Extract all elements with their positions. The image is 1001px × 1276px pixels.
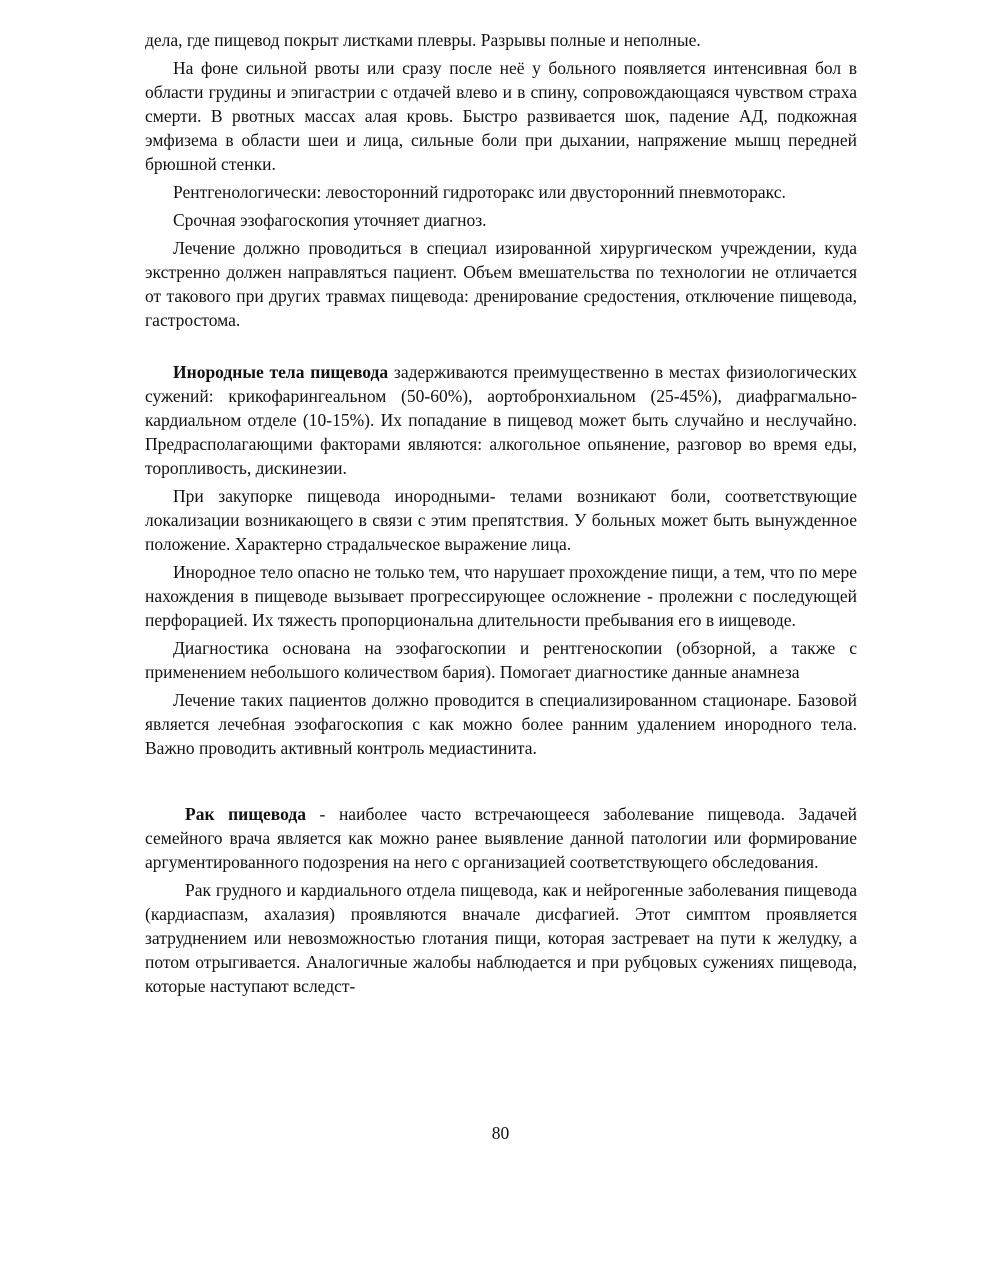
heading-esophageal-cancer: Рак пищевода <box>185 804 306 824</box>
paragraph-foreign-bodies-symptoms: При закупорке пищевода инородными- телами возникают боли, соответствующие локализации возникающего в связи с этим препятствия. У больных может быть вынужденное положение. Характерно страдальческое выражение лица. <box>145 486 857 554</box>
paragraph-cancer-dysphagia: Рак грудного и кардиального отдела пищевода, как и нейрогенные заболевания пищевода (кардиаспазм, ахалазия) проявляются вначале дисфагией. Этот симптом проявляется затруднением или невозможностью глотания пищи, которая застревает на пути к желудку, а потом отрыгивается. Аналогичные жалобы наблюдается и при рубцовых сужениях пищевода, которые наступают вследст- <box>145 880 857 996</box>
paragraph-esophagus-rupture-intro: дела, где пищевод покрыт листками плевры. Разрывы полные и неполные. <box>145 30 701 50</box>
paragraph-rupture-symptoms: На фоне сильной рвоты или сразу после неё у больного появляется интенсивная бол в области грудины и эпигастрии с отдачей влево и в спину, сопровождающаяся чувством страха смерти. В рвотных массах алая кровь. Быстро развивается шок, падение АД, подкожная эмфизема в области шеи и лица, сильные боли при дыхании, напряжение мышц передней брюшной стенки. <box>145 58 857 174</box>
paragraph-esophageal-cancer <box>145 802 857 874</box>
section-gap <box>145 336 857 360</box>
paragraph-foreign-bodies <box>145 360 857 480</box>
paragraph-radiology: Рентгенологически: левосторонний гидроторакс или двусторонний пневмоторакс. <box>173 182 786 202</box>
esophageal-cancer-text: - наиболее часто встречающееся заболевание пищевода. Задачей семейного врача является как можно ранее выявление данной патологии или формирование аргументированного подозрения на него с организацией соответствующего обследования. <box>145 804 857 872</box>
paragraph-foreign-bodies-treatment: Лечение таких пациентов должно проводится в специализированном стационаре. Базовой является лечебная эзофагоскопия с как можно более ранним удалением инородного тела. Важно проводить активный контроль медиастинита. <box>145 690 857 758</box>
paragraph-foreign-bodies-diagnosis: Диагностика основана на эзофагоскопии и рентгеноскопии (обзорной, а также с применением небольшого количеством бария). Помогает диагностике данные анамнеза <box>145 638 857 682</box>
page-number: 80 <box>491 1123 510 1143</box>
foreign-bodies-text: задерживаются преимущественно в местах физиологических сужений: крикофарингеальном (50-60%), аортобронхиальном (25-45%), диафрагмально-кардиальном отделе (10-15%). Их попадание в пищевод может быть случайно и неслучайно. Предрасполагающими факторами являются: алкогольное опьянение, разговор во время еды, торопливость, дискинезии. <box>145 362 858 478</box>
heading-foreign-bodies: Инородные тела пищевода <box>173 362 389 382</box>
paragraph-esophagoscopy: Срочная эзофагоскопия уточняет диагноз. <box>173 210 487 230</box>
paragraph-foreign-bodies-danger: Инородное тело опасно не только тем, что нарушает прохождение пищи, а тем, что по мере нахождения в пищеводе вызывает прогрессирующее осложнение - пролежни с последующей перфорацией. Их тяжесть пропорциональна длительности пребывания его в иищеводе. <box>145 562 857 630</box>
section-gap <box>145 764 857 802</box>
document-page <box>145 28 857 1002</box>
paragraph-rupture-treatment: Лечение должно проводиться в специал изированной хирургическом учреждении, куда экстренно должен направляться пациент. Объем вмешательства по технологии не отличается от такового при других травмах пищевода: дренирование средостения, отключение пищевода, гастростома. <box>145 238 857 330</box>
